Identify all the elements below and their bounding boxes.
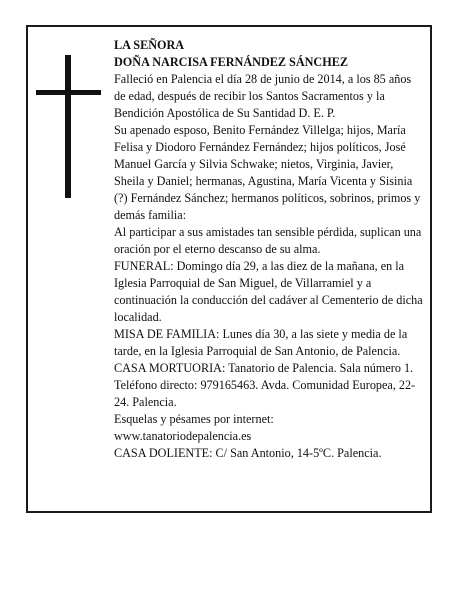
death-notice-paragraph: Falleció en Palencia el día 28 de junio de 2014, a los 85 años de edad, después de recibir los Santos Sacramentos y la Bendición Apostólica de Su Santidad D. E. P. (114, 72, 412, 120)
cross-icon (36, 55, 101, 198)
funeral-paragraph: FUNERAL: Domingo día 29, a las diez de la mañana, en la Iglesia Parroquial de San Miguel, de Villarramiel y a continuación la conducción del cadáver al Cementerio de dicha localidad. (114, 259, 423, 324)
family-paragraph: Su apenado esposo, Benito Fernández Villelga; hijos, María Felisa y Diodoro Fernández Fernández; hijos políticos, José Manuel García y Silvia Schwake; nietos, Virginia, Javier, Sheila y Daniel; hermanas, Agustina, María Vicenta y Sisinia (?) Fernández Sánchez; hermanos políticos, sobrinos, primos y demás familia: (114, 123, 421, 222)
cross-horizontal-bar (36, 90, 101, 95)
family-mass-paragraph: MISA DE FAMILIA: Lunes día 30, a las siete y media de la tarde, en la Iglesia Parroquial de San Antonio, de Palencia. (114, 327, 408, 358)
condolences-label: Esquelas y pésames por internet: (114, 412, 274, 426)
title-line: LA SEÑORA (114, 38, 185, 52)
obituary-text (114, 37, 424, 462)
prayer-request-paragraph: Al participar a sus amistades tan sensible pérdida, suplican una oración por el eterno descanso de su alma. (114, 225, 422, 256)
condolences-url: www.tanatoriodepalencia.es (114, 429, 252, 443)
family-home-paragraph: CASA DOLIENTE: C/ San Antonio, 14-5ºC. Palencia. (114, 446, 382, 460)
funeral-home-paragraph: CASA MORTUORIA: Tanatorio de Palencia. Sala número 1. Teléfono directo: 979165463. Avda. Comunidad Europea, 22-24. Palencia. (114, 361, 416, 409)
cross-vertical-bar (65, 55, 71, 198)
deceased-name: DOÑA NARCISA FERNÁNDEZ SÁNCHEZ (114, 55, 348, 69)
